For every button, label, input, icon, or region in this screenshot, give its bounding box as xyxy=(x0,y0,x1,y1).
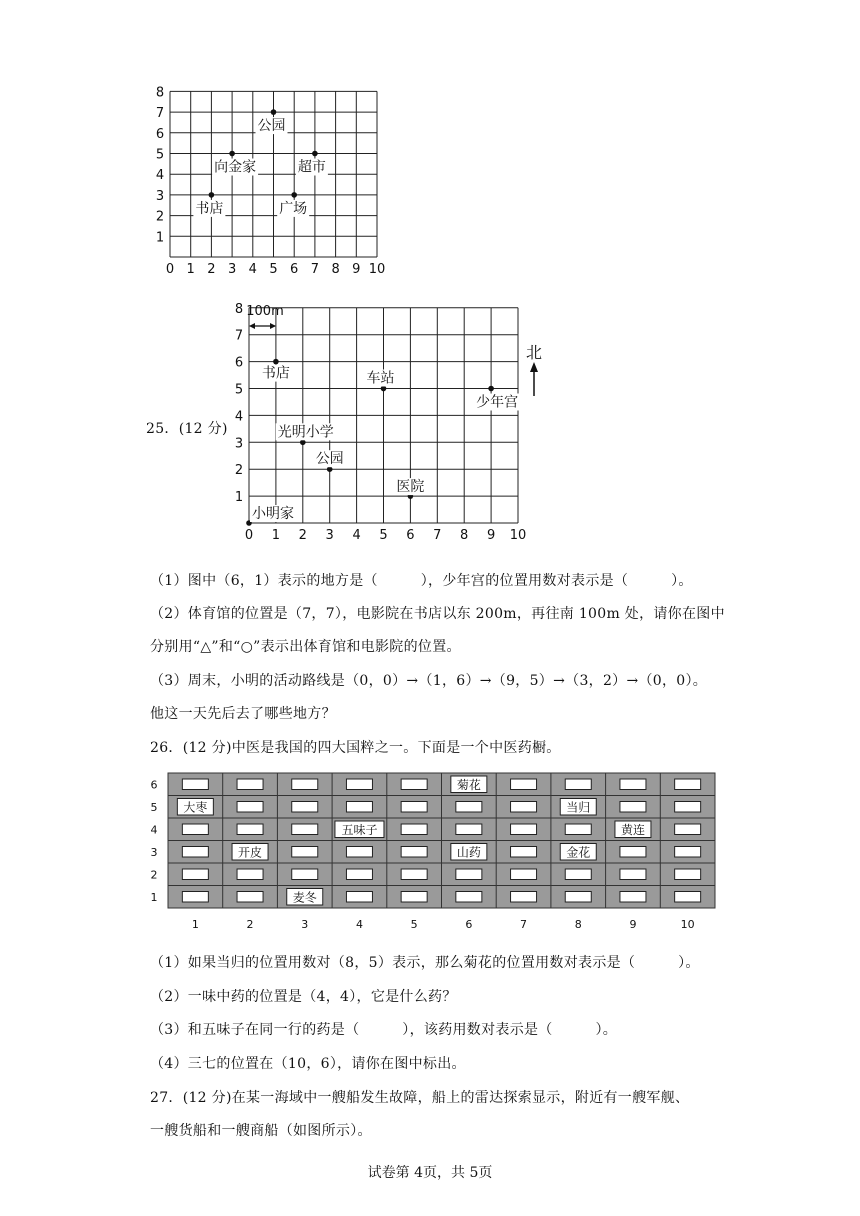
x-tick-label: 5 xyxy=(269,262,278,277)
drawer-handle xyxy=(511,779,537,790)
drawer-handle xyxy=(237,824,263,835)
drawer-handle xyxy=(292,802,318,813)
point-marker xyxy=(273,359,279,365)
y-tick-label: 6 xyxy=(234,355,244,371)
x-tick-label: 2 xyxy=(207,262,216,277)
drawer-handle xyxy=(182,824,208,835)
point-marker xyxy=(488,386,494,392)
coordinate-grid-25 xyxy=(225,300,555,550)
cabinet-column-label: 1 xyxy=(191,918,199,931)
x-tick-label: 3 xyxy=(325,528,334,543)
drawer-handle xyxy=(511,824,537,835)
x-tick-label: 0 xyxy=(244,528,254,543)
drawer-handle xyxy=(237,869,263,880)
cabinet-column-label: 3 xyxy=(301,918,309,931)
x-tick-label: 6 xyxy=(406,528,415,543)
cabinet-row-label: 3 xyxy=(150,845,158,859)
north-label: 北 xyxy=(525,343,543,362)
drawer-handle xyxy=(182,847,208,858)
drawer-handle xyxy=(675,869,701,880)
cabinet-column-label: 2 xyxy=(246,918,254,931)
drawer-handle xyxy=(401,802,427,813)
drawer-handle xyxy=(675,824,701,835)
q25-line-5: 他这一天先后去了哪些地方？ xyxy=(150,706,336,722)
x-tick-label: 8 xyxy=(331,262,340,277)
drawer-handle xyxy=(620,892,646,903)
drawer-handle xyxy=(675,802,701,813)
drawer-handle xyxy=(675,892,701,903)
drawer-handle xyxy=(182,892,208,903)
y-tick-label: 3 xyxy=(234,436,244,452)
drawer-handle xyxy=(346,892,372,903)
q26-line-2: （2）一味中药的位置是（4，4），它是什么药？ xyxy=(150,989,457,1005)
drawer-handle xyxy=(346,802,372,813)
y-tick-label: 1 xyxy=(234,490,244,506)
coordinate-grid-1 xyxy=(150,74,400,284)
cabinet-column-label: 8 xyxy=(574,918,582,931)
page-footer: 试卷第 4页，共 5页 xyxy=(367,1165,493,1181)
drawer-handle xyxy=(565,869,591,880)
y-tick-label: 4 xyxy=(155,168,165,184)
x-tick-label: 8 xyxy=(460,528,469,543)
medicine-cabinet xyxy=(140,765,730,935)
x-tick-label: 7 xyxy=(310,262,320,277)
drawer-handle xyxy=(620,847,646,858)
drawer-handle xyxy=(511,802,537,813)
x-tick-label: 5 xyxy=(379,528,388,543)
drawer-handle xyxy=(237,779,263,790)
q27-line-2: 一艘货船和一艘商船（如图所示）。 xyxy=(150,1123,372,1139)
drawer-handle xyxy=(456,824,482,835)
point-label: 书店 xyxy=(261,365,290,382)
point-label: 少年宫 xyxy=(476,394,519,411)
drawer-handle xyxy=(401,779,427,790)
point-marker xyxy=(291,192,297,198)
drawer-handle xyxy=(182,869,208,880)
point-marker xyxy=(312,151,318,157)
drawer-handle xyxy=(237,892,263,903)
point-label: 医院 xyxy=(396,479,425,496)
drawer-handle xyxy=(565,892,591,903)
x-tick-label: 4 xyxy=(248,262,257,277)
x-tick-label: 10 xyxy=(368,262,386,277)
cabinet-column-label: 5 xyxy=(410,918,418,931)
x-tick-label: 10 xyxy=(509,528,527,543)
y-tick-label: 7 xyxy=(155,106,165,122)
drawer-handle xyxy=(675,779,701,790)
x-tick-label: 3 xyxy=(227,262,237,277)
cabinet-row-label: 5 xyxy=(150,800,158,814)
drawer-handle xyxy=(456,869,482,880)
scale-arrow-left xyxy=(249,323,255,329)
drawer-handle xyxy=(401,869,427,880)
drawer-label: 开皮 xyxy=(238,845,263,860)
drawer-handle xyxy=(346,779,372,790)
x-tick-label: 7 xyxy=(433,528,442,543)
drawer-handle xyxy=(456,892,482,903)
cabinet-row-label: 6 xyxy=(150,778,158,792)
drawer-handle xyxy=(456,802,482,813)
q26-line-1: （1）如果当归的位置用数对（8，5）表示，那么菊花的位置用数对表示是（ ）。 xyxy=(150,955,700,971)
drawer-handle xyxy=(401,892,427,903)
drawer-handle xyxy=(292,847,318,858)
y-tick-label: 3 xyxy=(155,188,165,204)
drawer-handle xyxy=(565,779,591,790)
q25-line-4: （3）周末，小明的活动路线是（0，0）→（1，6）→（9，5）→（3，2）→（0，0）。 xyxy=(150,673,708,689)
point-marker xyxy=(381,386,387,392)
x-tick-label: 6 xyxy=(290,262,299,277)
point-label: 超市 xyxy=(297,159,326,176)
q25-line-3: 分别用“△”和“○”表示出体育馆和电影院的位置。 xyxy=(150,639,461,655)
cabinet-column-label: 4 xyxy=(355,918,363,931)
drawer-handle xyxy=(292,824,318,835)
y-tick-label: 4 xyxy=(234,409,244,425)
x-tick-label: 1 xyxy=(186,262,195,277)
drawer-label: 金花 xyxy=(566,845,591,860)
point-marker xyxy=(327,466,333,472)
point-label: 光明小学 xyxy=(277,424,334,441)
cabinet-row-label: 1 xyxy=(150,890,158,904)
q26-line-3: （3）和五味子在同一行的药是（ ），该药用数对表示是（ ）。 xyxy=(150,1022,618,1038)
drawer-label: 五味子 xyxy=(341,822,378,837)
y-tick-label: 2 xyxy=(234,463,244,479)
drawer-handle xyxy=(292,869,318,880)
point-label: 广场 xyxy=(279,200,308,217)
scale-label: 100m xyxy=(246,304,284,319)
y-tick-label: 8 xyxy=(155,85,165,101)
question-25-label: 25．(12 分) xyxy=(146,421,228,437)
cabinet-column-label: 10 xyxy=(680,918,695,931)
point-marker xyxy=(300,440,306,446)
drawer-label: 山药 xyxy=(456,845,481,860)
y-tick-label: 5 xyxy=(234,382,244,398)
drawer-handle xyxy=(511,892,537,903)
q26-intro: 26．(12 分)中医是我国的四大国粹之一。下面是一个中医药橱。 xyxy=(150,740,561,756)
y-tick-label: 1 xyxy=(155,230,165,246)
x-tick-label: 9 xyxy=(352,262,361,277)
drawer-label: 黄连 xyxy=(620,822,645,837)
point-marker xyxy=(209,192,215,198)
point-marker xyxy=(271,109,277,115)
y-tick-label: 8 xyxy=(234,301,244,317)
drawer-handle xyxy=(237,802,263,813)
drawer-handle xyxy=(620,869,646,880)
point-label: 向金家 xyxy=(214,159,257,176)
q25-line-1: （1）图中（6，1）表示的地方是（ ），少年宫的位置用数对表示是（ ）。 xyxy=(150,573,693,589)
north-arrow-head xyxy=(530,362,538,372)
y-tick-label: 7 xyxy=(234,328,244,344)
drawer-handle xyxy=(511,869,537,880)
drawer-handle xyxy=(565,824,591,835)
x-tick-label: 4 xyxy=(352,528,361,543)
drawer-handle xyxy=(401,847,427,858)
q25-line-2: （2）体育馆的位置是（7，7），电影院在书店以东 200m，再往南 100m 处，请你在图中 xyxy=(150,606,725,622)
point-label: 书店 xyxy=(195,200,224,217)
drawer-handle xyxy=(675,847,701,858)
drawer-handle xyxy=(346,847,372,858)
x-tick-label: 9 xyxy=(486,528,496,543)
drawer-label: 当归 xyxy=(566,800,591,815)
x-tick-label: 1 xyxy=(271,528,281,543)
y-tick-label: 5 xyxy=(155,147,165,163)
point-label: 车站 xyxy=(366,370,395,387)
drawer-handle xyxy=(401,824,427,835)
q27-line-1: 27．(12 分)在某一海域中一艘船发生故障，船上的雷达探索显示，附近有一艘军舰、 xyxy=(150,1090,690,1106)
drawer-handle xyxy=(620,802,646,813)
drawer-label: 麦冬 xyxy=(292,890,317,905)
x-tick-label: 2 xyxy=(298,528,307,543)
cabinet-column-label: 6 xyxy=(465,918,473,931)
drawer-handle xyxy=(346,869,372,880)
drawer-handle xyxy=(620,779,646,790)
drawer-handle xyxy=(182,779,208,790)
cabinet-column-label: 7 xyxy=(520,918,528,931)
cabinet-row-label: 2 xyxy=(150,868,158,882)
point-marker xyxy=(229,151,235,157)
y-tick-label: 6 xyxy=(155,126,165,142)
y-tick-label: 2 xyxy=(155,209,165,225)
point-label: 公园 xyxy=(315,451,344,468)
drawer-handle xyxy=(292,779,318,790)
drawer-label: 菊花 xyxy=(456,777,481,792)
point-label: 公园 xyxy=(257,118,286,135)
cabinet-column-label: 9 xyxy=(629,918,637,931)
drawer-handle xyxy=(511,847,537,858)
drawer-label: 大枣 xyxy=(183,800,208,815)
point-label: 小明家 xyxy=(252,506,294,522)
x-tick-label: 0 xyxy=(165,262,175,277)
cabinet-row-label: 4 xyxy=(150,823,158,837)
q26-line-4: （4）三七的位置在（10，6），请你在图中标出。 xyxy=(150,1056,466,1072)
scale-arrow-right xyxy=(270,323,276,329)
